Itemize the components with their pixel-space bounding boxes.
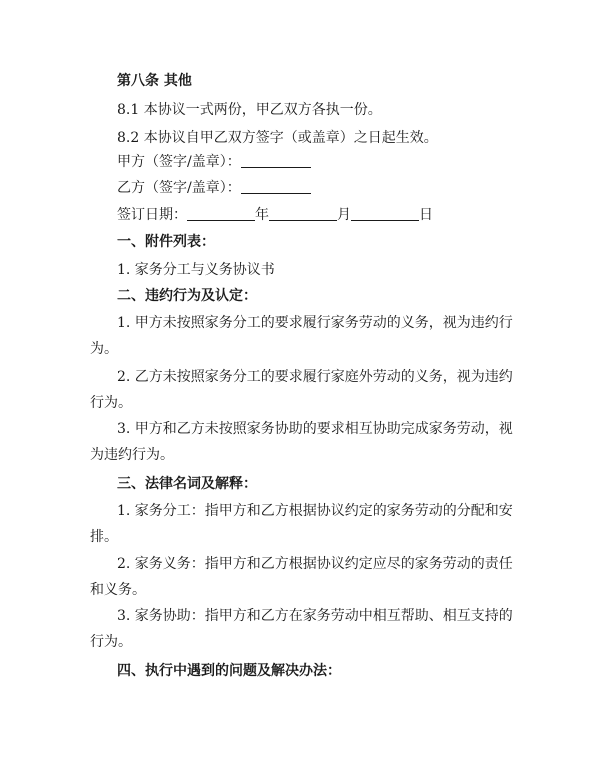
violation-item-2-line-1: 2. 乙方未按照家务分工的要求履行家庭外劳动的义务，视为违约 <box>117 369 513 385</box>
violation-item-3-line-2: 为违约行为。 <box>90 447 174 463</box>
attachments-heading: 一、附件列表： <box>117 234 215 250</box>
definition-item-2-line-2: 和义务。 <box>90 582 146 598</box>
problems-heading: 四、执行中遇到的问题及解决办法： <box>117 663 341 679</box>
signing-date-line <box>117 206 433 224</box>
party-b-signature-line <box>117 179 311 197</box>
month-blank <box>269 206 337 221</box>
clause-8-2: 8.2 本协议自甲乙双方签字（或盖章）之日起生效。 <box>117 130 438 146</box>
definition-item-3-line-2: 行为。 <box>90 634 132 650</box>
violation-item-1-line-2: 为。 <box>90 341 118 357</box>
month-label: 月 <box>337 207 351 223</box>
day-label: 日 <box>419 207 433 223</box>
definitions-heading: 三、法律名词及解释： <box>117 476 257 492</box>
year-blank <box>187 206 255 221</box>
violation-item-2-line-2: 行为。 <box>90 395 132 411</box>
definition-item-1-line-1: 1. 家务分工：指甲方和乙方根据协议约定的家务劳动的分配和安 <box>117 503 513 519</box>
violation-item-3-line-1: 3. 甲方和乙方未按照家务协助的要求相互协助完成家务劳动，视 <box>117 421 513 437</box>
party-a-label: 甲方（签字/盖章）： <box>117 154 241 170</box>
article-8-heading: 第八条 其他 <box>117 73 192 89</box>
definition-item-1-line-2: 排。 <box>90 529 118 545</box>
signing-date-label: 签订日期： <box>117 207 187 223</box>
party-b-blank <box>241 179 311 194</box>
definition-item-2-line-1: 2. 家务义务：指甲方和乙方根据协议约定应尽的家务劳动的责任 <box>117 556 513 572</box>
clause-8-1: 8.1 本协议一式两份，甲乙双方各执一份。 <box>117 102 382 118</box>
year-label: 年 <box>255 207 269 223</box>
violation-item-1-line-1: 1. 甲方未按照家务分工的要求履行家务劳动的义务，视为违约行 <box>117 315 513 331</box>
party-b-label: 乙方（签字/盖章）： <box>117 180 241 196</box>
day-blank <box>351 206 419 221</box>
party-a-signature-line <box>117 153 311 171</box>
party-a-blank <box>241 153 311 168</box>
violations-heading: 二、违约行为及认定： <box>117 288 257 304</box>
definition-item-3-line-1: 3. 家务协助：指甲方和乙方在家务劳动中相互帮助、相互支持的 <box>117 608 513 624</box>
attachment-item: 1. 家务分工与义务协议书 <box>117 262 275 278</box>
